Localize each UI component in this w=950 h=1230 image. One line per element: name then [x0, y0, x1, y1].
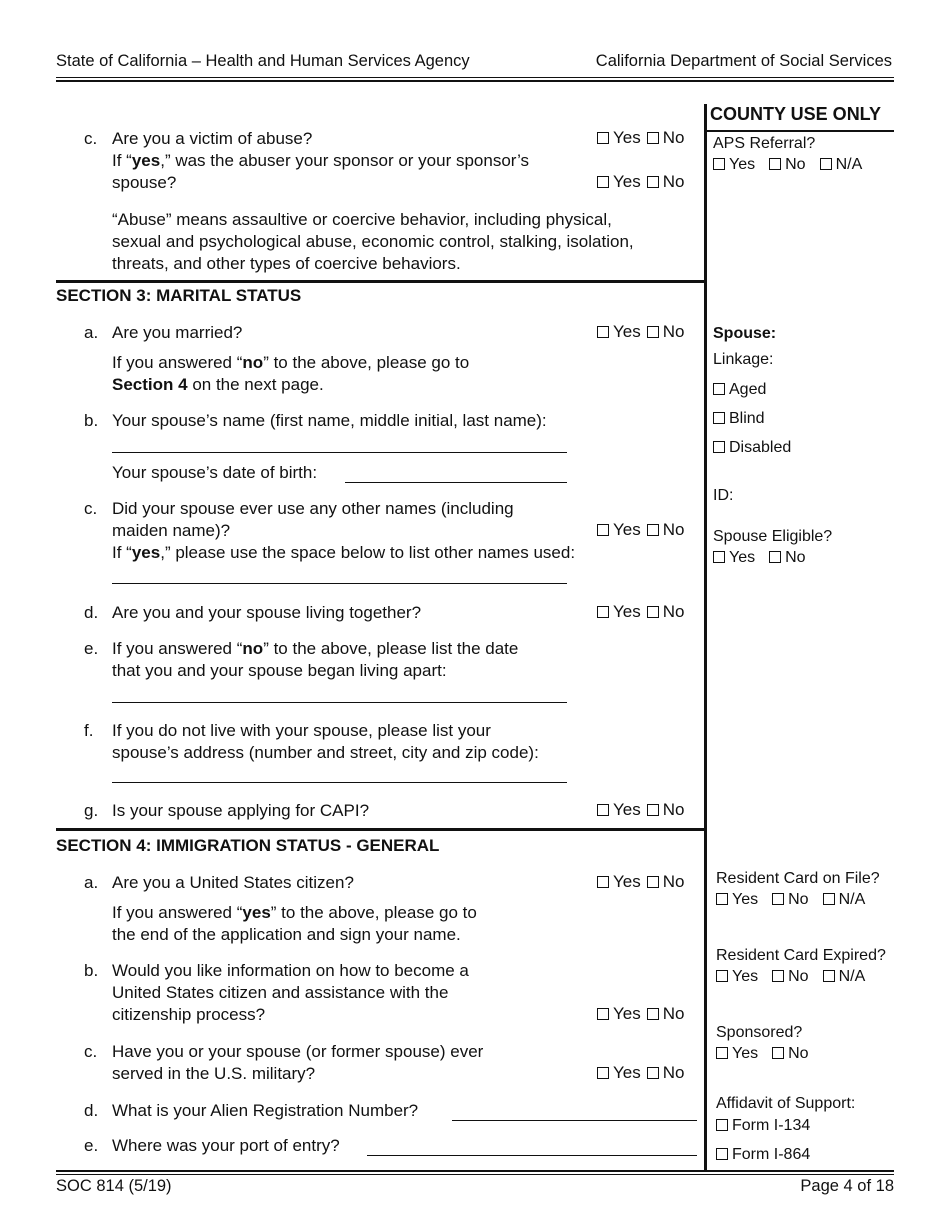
header-rule-2 [56, 80, 894, 82]
checkbox-no[interactable] [647, 606, 659, 618]
s3g-question: Is your spouse applying for CAPI? [112, 801, 370, 820]
s3c-letter: c. [84, 499, 98, 518]
checkbox-no[interactable] [772, 893, 784, 905]
footer-rule-2 [56, 1174, 894, 1175]
checkbox-yes[interactable] [716, 970, 728, 982]
s4c-question-1: Have you or your spouse (or former spouse) ever [112, 1042, 484, 1061]
checkbox-yes[interactable] [597, 876, 609, 888]
checkbox-no[interactable] [647, 524, 659, 536]
county-spouse-eligible-label: Spouse Eligible? [713, 528, 833, 545]
s4d-letter: d. [84, 1101, 99, 1120]
checkbox-form-i864[interactable] [716, 1148, 728, 1160]
s2c-question: Are you a victim of abuse? [112, 129, 313, 148]
s4a-letter: a. [84, 873, 99, 892]
spouse-address-field[interactable] [112, 782, 567, 783]
checkbox-no[interactable] [647, 876, 659, 888]
checkbox-yes[interactable] [597, 176, 609, 188]
checkbox-no[interactable] [769, 158, 781, 170]
county-sponsored-label: Sponsored? [716, 1024, 803, 1041]
abuse-definition-2: sexual and psychological abuse, economic control, stalking, isolation, [112, 232, 634, 251]
county-id-label: ID: [713, 487, 734, 504]
checkbox-no[interactable] [647, 176, 659, 188]
checkbox-na[interactable] [823, 970, 835, 982]
county-sponsored-options[interactable]: Yes No [716, 1045, 809, 1063]
abuse-definition-1: “Abuse” means assaultive or coercive behavior, including physical, [112, 210, 612, 229]
county-resident-card-label: Resident Card on File? [716, 870, 880, 887]
s4b-yes-no[interactable]: Yes No [597, 1004, 684, 1024]
county-linkage-label: Linkage: [713, 351, 774, 368]
s3a-question: Are you married? [112, 323, 243, 342]
county-aps-options[interactable]: Yes No N/A [713, 156, 862, 174]
county-aps-label: APS Referral? [713, 135, 816, 152]
spouse-dob-field[interactable] [345, 482, 567, 483]
checkbox-yes[interactable] [716, 1047, 728, 1059]
county-linkage-blind[interactable]: Blind [713, 409, 765, 429]
checkbox-no[interactable] [647, 326, 659, 338]
checkbox-no[interactable] [647, 1008, 659, 1020]
s4b-question-3: citizenship process? [112, 1005, 266, 1024]
s4d-question: What is your Alien Registration Number? [112, 1101, 419, 1120]
s4c-letter: c. [84, 1042, 98, 1061]
s3e-question-2: that you and your spouse began living apart: [112, 661, 447, 680]
footer-rule [56, 1170, 894, 1172]
checkbox-no[interactable] [772, 970, 784, 982]
checkbox-aged[interactable] [713, 383, 725, 395]
section3-rule [56, 280, 704, 283]
s3b-dob-label: Your spouse’s date of birth: [112, 463, 318, 482]
s2c-abuser-yes-no[interactable]: Yes No [597, 172, 684, 192]
checkbox-no[interactable] [772, 1047, 784, 1059]
abuse-definition-3: threats, and other types of coercive behaviors. [112, 254, 461, 273]
s3e-question-1: If you answered “no” to the above, please list the date [112, 639, 519, 658]
spouse-name-field[interactable] [112, 452, 567, 453]
s3d-question: Are you and your spouse living together? [112, 603, 422, 622]
s2c-followup: If “yes,” was the abuser your sponsor or your sponsor’s [112, 151, 530, 170]
s3f-question-2: spouse’s address (number and street, city and zip code): [112, 743, 539, 762]
s4a-note-line2: the end of the application and sign your name. [112, 925, 461, 944]
s3b-letter: b. [84, 411, 99, 430]
county-spouse-eligible-options[interactable]: Yes No [713, 549, 806, 567]
checkbox-yes[interactable] [713, 158, 725, 170]
s3b-question: Your spouse’s name (first name, middle initial, last name): [112, 411, 547, 430]
checkbox-form-i134[interactable] [716, 1119, 728, 1131]
checkbox-yes[interactable] [597, 606, 609, 618]
s3g-yes-no[interactable]: Yes No [597, 800, 684, 820]
s3a-yes-no[interactable]: Yes No [597, 322, 684, 342]
county-linkage-disabled[interactable]: Disabled [713, 438, 791, 458]
s4b-question-2: United States citizen and assistance with the [112, 983, 449, 1002]
s4b-letter: b. [84, 961, 99, 980]
section4-title: SECTION 4: IMMIGRATION STATUS - GENERAL [56, 836, 440, 855]
s4a-question: Are you a United States citizen? [112, 873, 354, 892]
county-use-title: COUNTY USE ONLY [710, 104, 882, 124]
checkbox-no[interactable] [647, 1067, 659, 1079]
s3a-note-line2: Section 4 on the next page. [112, 375, 324, 394]
s4b-question-1: Would you like information on how to become a [112, 961, 469, 980]
s4a-note: If you answered “yes” to the above, please go to [112, 903, 477, 922]
county-form-i864[interactable]: Form I-864 [716, 1145, 810, 1165]
checkbox-na[interactable] [820, 158, 832, 170]
checkbox-yes[interactable] [716, 893, 728, 905]
s3c-question-1: Did your spouse ever use any other names (including [112, 499, 514, 518]
s2c-letter: c. [84, 129, 98, 148]
s3f-letter: f. [84, 721, 94, 740]
section3-title: SECTION 3: MARITAL STATUS [56, 286, 302, 305]
header-department: California Department of Social Services [595, 52, 892, 70]
s3d-yes-no[interactable]: Yes No [597, 602, 684, 622]
checkbox-yes[interactable] [597, 132, 609, 144]
header-rule [56, 77, 894, 78]
s3c-question-3: If “yes,” please use the space below to list other names used: [112, 543, 576, 562]
section4-rule [56, 828, 704, 831]
s4e-letter: e. [84, 1136, 99, 1155]
checkbox-yes[interactable] [597, 524, 609, 536]
checkbox-yes[interactable] [597, 1067, 609, 1079]
checkbox-yes[interactable] [597, 1008, 609, 1020]
spouse-other-names-field[interactable] [112, 583, 567, 584]
s4c-yes-no[interactable]: Yes No [597, 1063, 684, 1083]
checkbox-disabled[interactable] [713, 441, 725, 453]
s3g-letter: g. [84, 801, 99, 820]
county-linkage-aged[interactable]: Aged [713, 380, 766, 400]
s3f-question-1: If you do not live with your spouse, please list your [112, 721, 491, 740]
s3a-letter: a. [84, 323, 99, 342]
s3c-question-2: maiden name)? [112, 521, 231, 540]
s4c-question-2: served in the U.S. military? [112, 1064, 316, 1083]
s2c-yes-no[interactable]: Yes No [597, 128, 684, 148]
footer-form-number: SOC 814 (5/19) [56, 1177, 172, 1195]
s3c-yes-no[interactable]: Yes No [597, 520, 684, 540]
s3d-letter: d. [84, 603, 99, 622]
port-of-entry-field[interactable] [367, 1155, 697, 1156]
checkbox-no[interactable] [647, 132, 659, 144]
s4e-question: Where was your port of entry? [112, 1136, 340, 1155]
s3a-note: If you answered “no” to the above, please go to [112, 353, 470, 372]
county-resident-expired-label: Resident Card Expired? [716, 947, 886, 964]
s4a-yes-no[interactable]: Yes No [597, 872, 684, 892]
living-apart-date-field[interactable] [112, 702, 567, 703]
county-title-rule [707, 130, 894, 132]
checkbox-blind[interactable] [713, 412, 725, 424]
alien-registration-field[interactable] [452, 1120, 697, 1121]
checkbox-yes[interactable] [597, 326, 609, 338]
checkbox-yes[interactable] [713, 551, 725, 563]
checkbox-yes[interactable] [597, 804, 609, 816]
checkbox-na[interactable] [823, 893, 835, 905]
county-column-divider [704, 104, 707, 1172]
county-spouse-label: Spouse: [713, 325, 777, 342]
header-agency: State of California – Health and Human Services Agency [56, 52, 470, 70]
county-form-i134[interactable]: Form I-134 [716, 1116, 810, 1136]
footer-page-number: Page 4 of 18 [800, 1177, 894, 1195]
county-resident-expired-options[interactable]: Yes No N/A [716, 968, 865, 986]
checkbox-no[interactable] [647, 804, 659, 816]
county-resident-card-options[interactable]: Yes No N/A [716, 891, 865, 909]
checkbox-no[interactable] [769, 551, 781, 563]
s3e-letter: e. [84, 639, 99, 658]
s2c-followup-line2: spouse? [112, 173, 177, 192]
county-affidavit-label: Affidavit of Support: [716, 1095, 856, 1112]
